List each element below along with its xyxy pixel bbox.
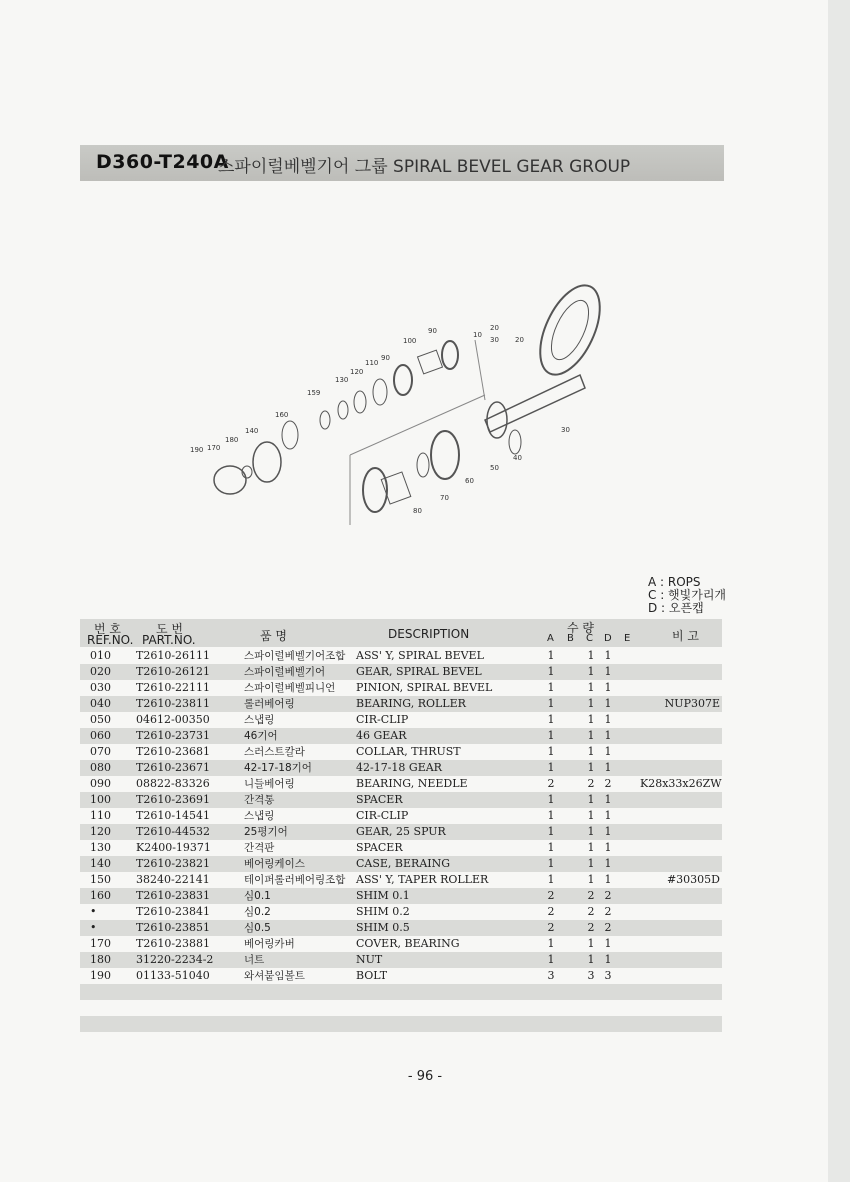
cell-desc: BOLT (356, 969, 388, 982)
table-header (80, 619, 722, 647)
cell-desc: SPACER (356, 793, 403, 806)
header-qty-d: D (604, 633, 612, 644)
cell-desc: SHIM 0.1 (356, 889, 410, 902)
cell-part: T2610-26111 (136, 649, 211, 662)
cell-kor: 스파이럴베벨기어 (244, 666, 326, 678)
callout: 30 (561, 426, 570, 434)
cell-kor: 너트 (244, 954, 265, 966)
cell-desc: GEAR, 25 SPUR (356, 825, 446, 838)
cell-ref: 080 (90, 761, 111, 774)
cell-kor: 스냅링 (244, 810, 275, 822)
cell-ref: 170 (90, 937, 111, 950)
cell-kor: 스냅링 (244, 714, 275, 726)
cell-part: 01133-51040 (136, 969, 210, 982)
header-qty-a: A (547, 633, 554, 644)
cell-kor: 스파이럴베벨기어조합 (244, 650, 346, 662)
callout: 190 (190, 446, 204, 454)
table-row (80, 1000, 722, 1016)
needle-bearing (442, 341, 458, 369)
gear-42-17-18 (363, 468, 387, 512)
header-qty-c: C (586, 633, 593, 644)
cell-part: 04612-00350 (136, 713, 210, 726)
cell-a: 1 (547, 793, 555, 806)
cell-desc: CIR-CLIP (356, 713, 409, 726)
cell-a: 1 (547, 761, 555, 774)
cell-a: 1 (547, 825, 555, 838)
callout: 120 (350, 368, 364, 376)
group-code: D360-T240A (96, 151, 229, 173)
table-row (80, 792, 722, 808)
bearing-cover (214, 466, 246, 494)
spur-gear (394, 365, 412, 395)
cell-note: #30305D (666, 873, 720, 886)
cell-desc: 42-17-18 GEAR (356, 761, 442, 774)
cell-ref: 120 (90, 825, 111, 838)
cell-c: 1 (587, 729, 595, 742)
header-qty-b: B (567, 633, 574, 644)
cell-c: 1 (587, 825, 595, 838)
table-row (80, 872, 722, 888)
cell-ref: 060 (90, 729, 111, 742)
cell-desc: CASE, BERAING (356, 857, 451, 870)
bearing-case (253, 442, 281, 482)
cell-c: 2 (587, 905, 595, 918)
table-row (80, 936, 722, 952)
cell-part: T2610-23811 (136, 697, 211, 710)
cell-kor: 25평기어 (244, 826, 288, 838)
cell-part: T2610-23681 (136, 745, 211, 758)
cell-a: 2 (547, 921, 555, 934)
cell-kor: 베어링카버 (244, 938, 295, 950)
exploded-parts-diagram (185, 270, 625, 530)
table-row (80, 1032, 722, 1048)
cell-part: T2610-23691 (136, 793, 211, 806)
cell-ref: 140 (90, 857, 111, 870)
cell-a: 1 (547, 873, 555, 886)
cell-d: 1 (604, 761, 612, 774)
cell-c: 2 (587, 889, 595, 902)
cell-d: 3 (604, 969, 612, 982)
cell-kor: 46기어 (244, 730, 278, 742)
table-row (80, 1016, 722, 1032)
cell-kor: 42-17-18기어 (244, 762, 312, 774)
cell-desc: NUT (356, 953, 383, 966)
cell-ref: 010 (90, 649, 111, 662)
callout: 70 (440, 494, 449, 502)
header-ref-kor: 번 호 (94, 622, 121, 636)
cell-a: 1 (547, 649, 555, 662)
cell-ref: 050 (90, 713, 111, 726)
cell-part: T2610-22111 (136, 681, 211, 694)
table-row (80, 776, 722, 792)
cell-ref: 180 (90, 953, 111, 966)
cell-part: T2610-23851 (136, 921, 211, 934)
table-row (80, 712, 722, 728)
cell-ref: 100 (90, 793, 111, 806)
cell-a: 2 (547, 777, 555, 790)
cell-c: 1 (587, 649, 595, 662)
cell-ref: 130 (90, 841, 111, 854)
cell-part: T2610-44532 (136, 825, 211, 838)
legend-item: D : 오픈캡 (648, 601, 704, 615)
table-row (80, 648, 722, 664)
cell-c: 1 (587, 873, 595, 886)
cell-kor: 간격통 (244, 794, 275, 806)
cell-kor: 와셔붙임볼트 (244, 970, 305, 982)
cell-a: 1 (547, 745, 555, 758)
table-row (80, 984, 722, 1000)
cell-a: 2 (547, 889, 555, 902)
cell-part: T2610-23671 (136, 761, 211, 774)
cell-desc: ASS' Y, TAPER ROLLER (356, 873, 489, 886)
cell-a: 1 (547, 729, 555, 742)
header-qty-e: E (624, 633, 631, 644)
header-qty-kor: 수 량 (567, 621, 594, 635)
cell-kor: 스러스트칼라 (244, 746, 305, 758)
header-part-eng: PART.NO. (142, 633, 196, 647)
callout: 170 (207, 444, 221, 452)
cell-a: 2 (547, 905, 555, 918)
table-row (80, 680, 722, 696)
cell-d: 1 (604, 953, 612, 966)
cell-c: 1 (587, 697, 595, 710)
cell-part: 08822-83326 (136, 777, 210, 790)
cell-d: 1 (604, 825, 612, 838)
gear-46 (431, 431, 459, 479)
cell-ref: • (90, 905, 97, 918)
cell-c: 1 (587, 841, 595, 854)
cell-d: 1 (604, 681, 612, 694)
cell-c: 1 (587, 793, 595, 806)
cell-a: 3 (547, 969, 555, 982)
cell-d: 1 (604, 745, 612, 758)
legend-item: A : ROPS (648, 575, 701, 589)
cell-desc: SHIM 0.5 (356, 921, 410, 934)
cell-kor: 심0.1 (244, 890, 271, 902)
cell-a: 1 (547, 713, 555, 726)
table-row (80, 728, 722, 744)
cell-ref: 150 (90, 873, 111, 886)
callout: 10 (473, 331, 482, 339)
cell-ref: 090 (90, 777, 111, 790)
cell-kor: 심0.5 (244, 922, 271, 934)
cell-c: 1 (587, 937, 595, 950)
callout: 60 (465, 477, 474, 485)
callout: 90 (428, 327, 437, 335)
cell-part: T2610-26121 (136, 665, 211, 678)
callout: 160 (275, 411, 289, 419)
cell-d: 1 (604, 649, 612, 662)
cell-c: 1 (587, 745, 595, 758)
cell-a: 1 (547, 841, 555, 854)
cell-d: 1 (604, 665, 612, 678)
cell-desc: 46 GEAR (356, 729, 407, 742)
cell-a: 1 (547, 809, 555, 822)
callout: 130 (335, 376, 349, 384)
cell-kor: 심0.2 (244, 906, 271, 918)
callout: 159 (307, 389, 321, 397)
callout: 110 (365, 359, 379, 367)
page-number: - 96 - (407, 1069, 443, 1084)
cell-d: 1 (604, 697, 612, 710)
group-title: 스파이럴베벨기어 그룹 SPIRAL BEVEL GEAR GROUP (218, 157, 631, 177)
cell-part: K2400-19371 (136, 841, 211, 854)
cell-part: T2610-23731 (136, 729, 211, 742)
parts-table-body (80, 648, 722, 1048)
cell-ref: 160 (90, 889, 111, 902)
cell-desc: BEARING, NEEDLE (356, 777, 468, 790)
cell-c: 1 (587, 857, 595, 870)
cell-d: 1 (604, 841, 612, 854)
cell-kor: 니들베어링 (244, 778, 295, 790)
cell-part: T2610-23831 (136, 889, 211, 902)
cell-desc: SHIM 0.2 (356, 905, 410, 918)
table-row (80, 904, 722, 920)
cell-desc: ASS' Y, SPIRAL BEVEL (356, 649, 484, 662)
table-row (80, 856, 722, 872)
cell-c: 1 (587, 809, 595, 822)
header-part-kor: 도 번 (156, 622, 183, 636)
cell-desc: PINION, SPIRAL BEVEL (356, 681, 493, 694)
cell-d: 2 (604, 905, 612, 918)
cell-c: 2 (587, 921, 595, 934)
cell-d: 1 (604, 793, 612, 806)
table-row (80, 920, 722, 936)
page-edge (828, 0, 850, 1182)
cell-desc: SPACER (356, 841, 403, 854)
cell-d: 2 (604, 777, 612, 790)
cell-part: T2610-23821 (136, 857, 211, 870)
cell-kor: 스파이럴베벨피니언 (244, 682, 336, 694)
cell-desc: CIR-CLIP (356, 809, 409, 822)
table-row (80, 664, 722, 680)
table-row (80, 744, 722, 760)
callout: 20 (515, 336, 524, 344)
cell-a: 1 (547, 937, 555, 950)
callout: 40 (513, 454, 522, 462)
cell-d: 1 (604, 857, 612, 870)
callout: 140 (245, 427, 259, 435)
table-row (80, 952, 722, 968)
table-row (80, 888, 722, 904)
cell-d: 2 (604, 921, 612, 934)
cell-kor: 롤러베어링 (244, 698, 295, 710)
cell-c: 1 (587, 953, 595, 966)
cell-c: 3 (587, 969, 595, 982)
table-row (80, 824, 722, 840)
cell-a: 1 (547, 857, 555, 870)
callout: 80 (413, 507, 422, 515)
cell-a: 1 (547, 681, 555, 694)
cell-c: 1 (587, 761, 595, 774)
cell-kor: 베어링케이스 (244, 858, 305, 870)
cell-ref: 030 (90, 681, 111, 694)
bevel-gear (528, 276, 612, 383)
cell-part: 38240-22141 (136, 873, 210, 886)
header-ref-eng: REF.NO. (87, 633, 134, 647)
cell-desc: COVER, BEARING (356, 937, 460, 950)
cell-ref: 190 (90, 969, 111, 982)
cell-part: T2610-23841 (136, 905, 211, 918)
callout: 90 (381, 354, 390, 362)
header-description: DESCRIPTION (388, 627, 470, 641)
table-row (80, 760, 722, 776)
cell-d: 2 (604, 889, 612, 902)
section-title-bar (80, 145, 724, 181)
table-row (80, 808, 722, 824)
cell-desc: GEAR, SPIRAL BEVEL (356, 665, 482, 678)
header-note: 비 고 (672, 629, 699, 643)
cell-a: 1 (547, 953, 555, 966)
table-row (80, 968, 722, 984)
cell-desc: COLLAR, THRUST (356, 745, 461, 758)
table-row (80, 840, 722, 856)
cell-d: 1 (604, 729, 612, 742)
cell-c: 2 (587, 777, 595, 790)
callout: 50 (490, 464, 499, 472)
callout: 100 (403, 337, 417, 345)
cell-ref: • (90, 921, 97, 934)
cell-kor: 간격판 (244, 842, 275, 854)
cell-ref: 070 (90, 745, 111, 758)
cell-kor: 테이퍼롤러베어링조합 (244, 874, 346, 886)
cell-a: 1 (547, 697, 555, 710)
cell-ref: 110 (90, 809, 111, 822)
legend-item: C : 햇빛가리개 (648, 588, 727, 602)
callout: 20 (490, 324, 499, 332)
cell-part: T2610-23881 (136, 937, 211, 950)
variant-legend (648, 576, 726, 615)
cell-c: 1 (587, 713, 595, 726)
cell-d: 1 (604, 809, 612, 822)
header-name-kor: 품 명 (260, 629, 287, 643)
cell-desc: BEARING, ROLLER (356, 697, 466, 710)
callout: 180 (225, 436, 239, 444)
cell-d: 1 (604, 873, 612, 886)
cell-d: 1 (604, 937, 612, 950)
cell-part: T2610-14541 (136, 809, 211, 822)
table-row (80, 696, 722, 712)
callout: 30 (490, 336, 499, 344)
cell-note: NUP307E (664, 697, 720, 710)
cell-ref: 040 (90, 697, 111, 710)
cell-ref: 020 (90, 665, 111, 678)
cell-c: 1 (587, 681, 595, 694)
cell-c: 1 (587, 665, 595, 678)
cell-part: 31220-2234-2 (136, 953, 214, 966)
cell-a: 1 (547, 665, 555, 678)
cell-d: 1 (604, 713, 612, 726)
cell-note: K28x33x26ZW (640, 777, 722, 790)
